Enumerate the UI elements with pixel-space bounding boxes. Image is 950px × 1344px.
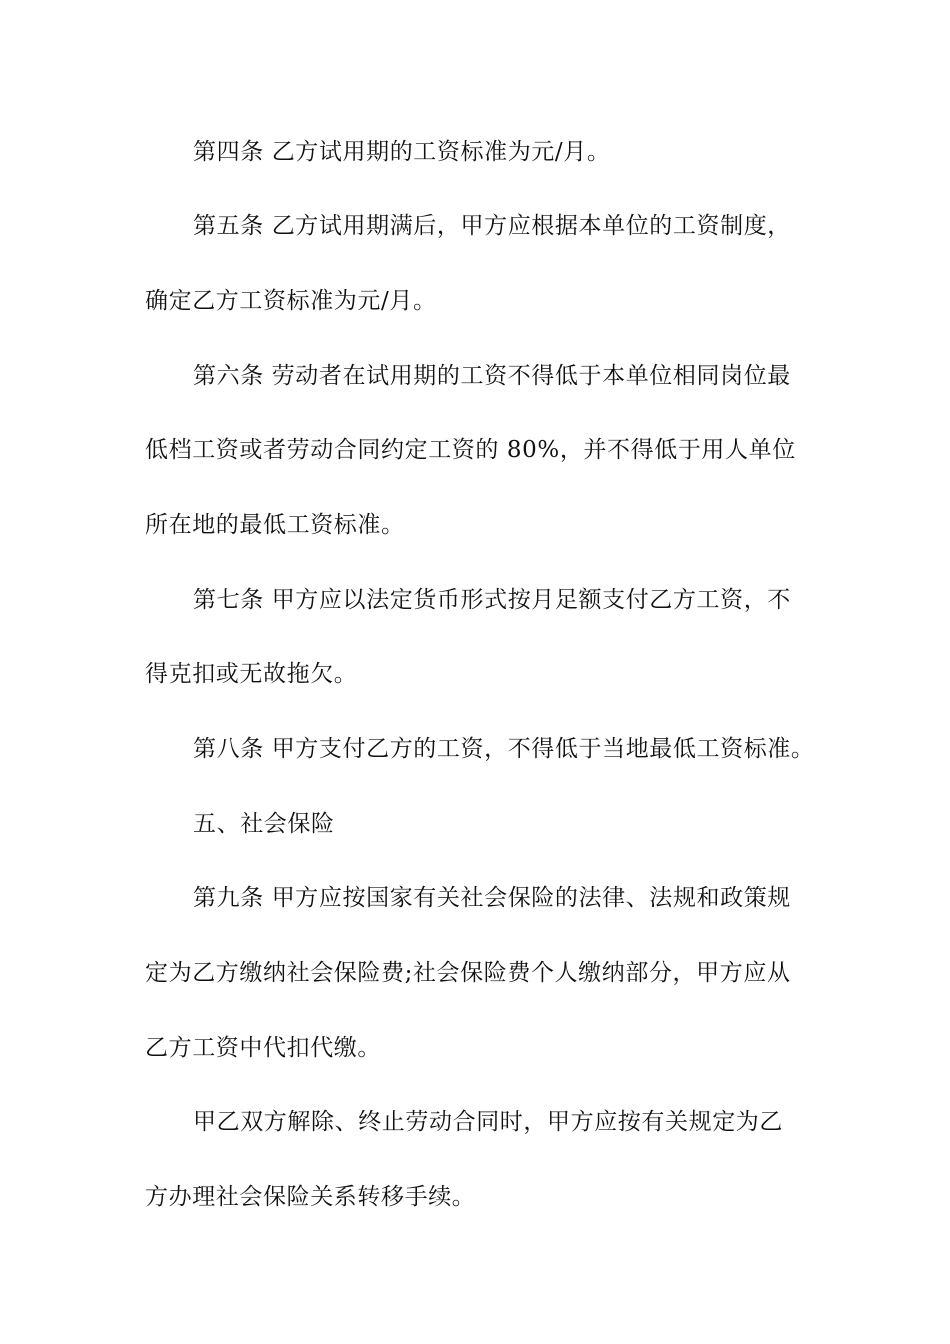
article-8-line-1: 第八条 甲方支付乙方的工资，不得低于当地最低工资标准。 (193, 736, 815, 762)
paragraph-termination-line-1: 甲乙双方解除、终止劳动合同时，甲方应按有关规定为乙 (193, 1109, 783, 1135)
section-heading-social-insurance: 五、社会保险 (193, 811, 335, 837)
article-4-line-1: 第四条 乙方试用期的工资标准为元/月。 (193, 139, 611, 165)
article-9-line-3: 乙方工资中代扣代缴。 (145, 1035, 381, 1061)
article-9-line-1: 第九条 甲方应按国家有关社会保险的法律、法规和政策规 (193, 885, 791, 911)
article-6-line-2: 低档工资或者劳动合同约定工资的 80%，并不得低于用人单位 (145, 437, 796, 463)
article-6-line-3: 所在地的最低工资标准。 (145, 512, 405, 538)
article-6-line-1: 第六条 劳动者在试用期的工资不得低于本单位相同岗位最 (193, 363, 791, 389)
article-7-line-1: 第七条 甲方应以法定货币形式按月足额支付乙方工资，不 (193, 587, 791, 613)
article-7-line-2: 得克扣或无故拖欠。 (145, 661, 358, 687)
article-9-line-2: 定为乙方缴纳社会保险费;社会保险费个人缴纳部分，甲方应从 (145, 960, 791, 986)
paragraph-termination-line-2: 方办理社会保险关系转移手续。 (145, 1184, 476, 1210)
article-5-line-2: 确定乙方工资标准为元/月。 (145, 288, 437, 314)
article-5-line-1: 第五条 乙方试用期满后，甲方应根据本单位的工资制度， (193, 213, 791, 239)
